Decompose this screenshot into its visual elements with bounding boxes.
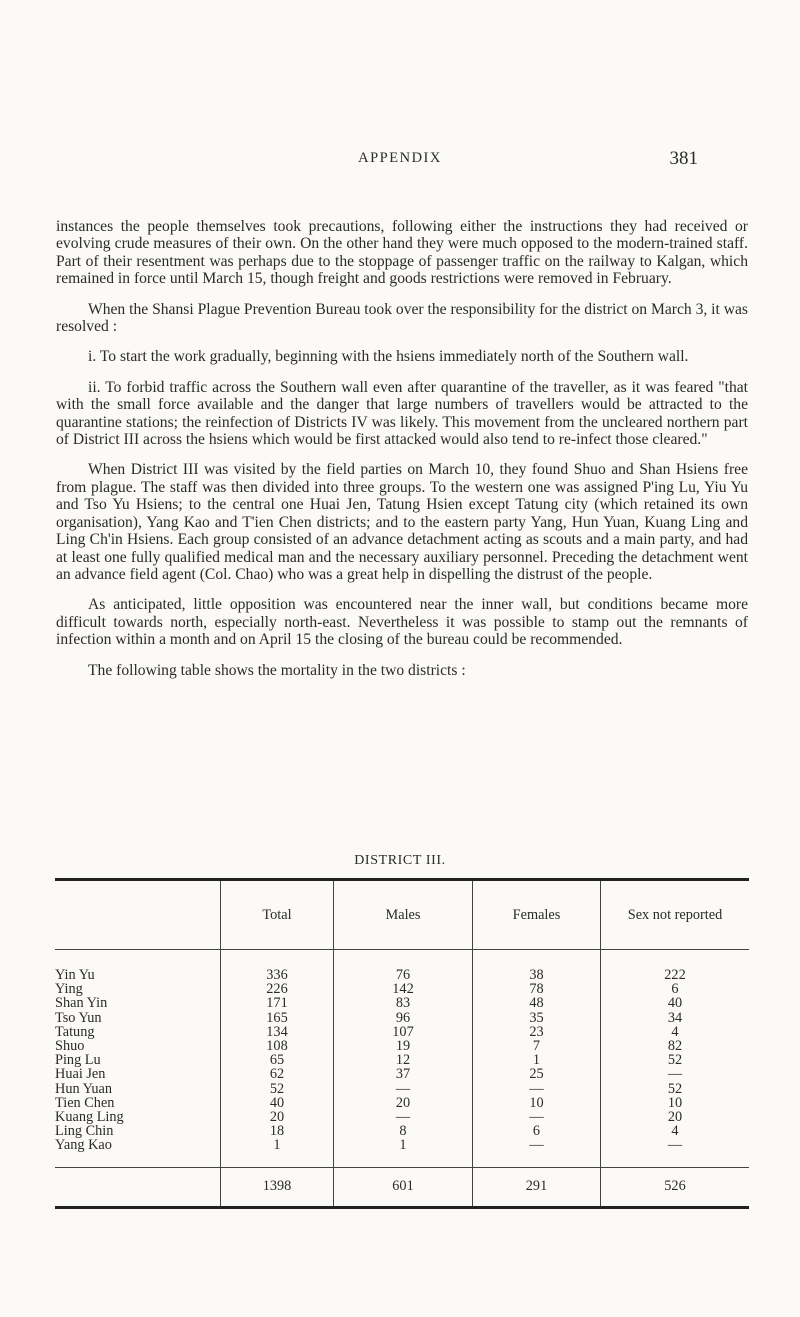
row-sex-not-reported: 10 — [601, 1096, 750, 1110]
row-district: Tien Chen — [55, 1094, 115, 1111]
row-females: 48 — [473, 996, 601, 1010]
row-females: 1 — [473, 1053, 601, 1067]
row-females: 78 — [473, 982, 601, 996]
row-total: 1 — [221, 1138, 334, 1167]
totals-females: 291 — [473, 1167, 601, 1207]
row-total: 20 — [221, 1110, 334, 1124]
table-row — [55, 1138, 749, 1167]
row-males: 19 — [334, 1039, 473, 1053]
row-total: 165 — [221, 1011, 334, 1025]
row-district: Huai Jen — [55, 1066, 106, 1083]
row-total: 62 — [221, 1067, 334, 1081]
row-district: Yang Kao — [55, 1137, 112, 1154]
table-row — [55, 1110, 749, 1124]
row-females: 38 — [473, 950, 601, 983]
table-caption: DISTRICT III. — [354, 853, 446, 868]
totals-total: 1398 — [221, 1167, 334, 1207]
paragraph: instances the people themselves took precautions, following either the instructions they had received or evolving crude measures of their own. On the other hand they were much opposed to the modern-trained staff. Part of their resentment was perhaps due to the stoppage of passenger traffic on the railway to Kalgan, which remained in force until March 15, though freight and goods restrictions were removed in February. — [56, 218, 748, 288]
mortality-table — [55, 878, 749, 1209]
row-district: Ling Chin — [55, 1123, 114, 1140]
row-females: 6 — [473, 1124, 601, 1138]
row-district: Hun Yuan — [55, 1080, 113, 1097]
table-header-row — [55, 880, 749, 950]
row-sex-not-reported: 4 — [601, 1124, 750, 1138]
row-district: Shuo — [55, 1038, 85, 1055]
table-row — [55, 996, 749, 1010]
row-district: Tatung — [55, 1023, 95, 1040]
header-district — [55, 880, 221, 950]
row-total: 52 — [221, 1082, 334, 1096]
table-row — [55, 1011, 749, 1025]
body-text — [56, 218, 748, 692]
table-row — [55, 1124, 749, 1138]
row-total: 171 — [221, 996, 334, 1010]
totals-label — [55, 1167, 221, 1207]
row-total: 65 — [221, 1053, 334, 1067]
row-sex-not-reported: — — [601, 1138, 750, 1167]
page-header — [0, 150, 800, 180]
row-females: 7 — [473, 1039, 601, 1053]
table-row — [55, 1025, 749, 1039]
row-males: 8 — [334, 1124, 473, 1138]
header-females: Females — [473, 880, 601, 950]
row-males: 96 — [334, 1011, 473, 1025]
row-sex-not-reported: 20 — [601, 1110, 750, 1124]
row-total: 18 — [221, 1124, 334, 1138]
row-males: 142 — [334, 982, 473, 996]
row-females: — — [473, 1082, 601, 1096]
totals-row — [55, 1167, 749, 1207]
totals-sex-not-reported: 526 — [601, 1167, 750, 1207]
row-females: — — [473, 1138, 601, 1167]
row-district: Yin Yu — [55, 967, 95, 983]
row-total: 40 — [221, 1096, 334, 1110]
row-district: Shan Yin — [55, 995, 108, 1012]
row-district: Ying — [55, 981, 83, 998]
row-males: 1 — [334, 1138, 473, 1167]
row-males: — — [334, 1082, 473, 1096]
paragraph: As anticipated, little opposition was encountered near the inner wall, but conditions became more difficult towards north, especially north-east. Nevertheless it was possible to stamp out the remnants of infection within a month and on April 15 the closing of the bureau could be recommended. — [56, 596, 748, 649]
row-total: 134 — [221, 1025, 334, 1039]
row-district: Tso Yun — [55, 1009, 102, 1026]
row-males: 37 — [334, 1067, 473, 1081]
row-sex-not-reported: 34 — [601, 1011, 750, 1025]
table-row — [55, 1039, 749, 1053]
row-females: 25 — [473, 1067, 601, 1081]
row-sex-not-reported: — — [601, 1067, 750, 1081]
row-sex-not-reported: 4 — [601, 1025, 750, 1039]
page-number: 381 — [669, 148, 698, 169]
row-males: 83 — [334, 996, 473, 1010]
row-total: 336 — [221, 950, 334, 983]
row-sex-not-reported: 40 — [601, 996, 750, 1010]
row-females: 35 — [473, 1011, 601, 1025]
row-males: — — [334, 1110, 473, 1124]
row-males: 12 — [334, 1053, 473, 1067]
header-sex-not-reported: Sex not reported — [601, 880, 750, 950]
row-females: — — [473, 1110, 601, 1124]
resolution-item: ii. To forbid traffic across the Southern wall even after quarantine of the traveller, as it was feared "that with the small force available and the danger that large numbers of travellers would be attracted to the quarantine stations; the reinfection of Districts IV was likely. This movement from the uncleared northern part of District III across the hsiens which would be first attacked would also tend to re-infect those cleared." — [56, 378, 748, 449]
row-sex-not-reported: 52 — [601, 1053, 750, 1067]
header-total: Total — [221, 880, 334, 950]
row-females: 10 — [473, 1096, 601, 1110]
row-females: 23 — [473, 1025, 601, 1039]
table-row — [55, 1082, 749, 1096]
paragraph: The following table shows the mortality in the two districts : — [88, 661, 466, 679]
totals-males: 601 — [334, 1167, 473, 1207]
table-row — [55, 1096, 749, 1110]
paragraph: When District III was visited by the field parties on March 10, they found Shuo and Shan Hsiens free from plague. The staff was then divided into three groups. To the western one was assigned P'ing Lu, Yiu Yu and Tso Yu Hsiens; to the central one Huai Jen, Tatung Hsien except Tatung city (which retained its own organisation), Yang Kao and T'ien Chen districts; and to the eastern party Yang, Hun Yuan, Kuang Ling and Ling Ch'in Hsiens. Each group consisted of an advance detachment acting as scouts and a main party, and had at least one fully qualified medical man and the necessary auxiliary personnel. Preceding the detachment went an advance field agent (Col. Chao) who was a great help in dispelling the distrust of the people. — [56, 461, 748, 583]
row-total: 108 — [221, 1039, 334, 1053]
header-males: Males — [334, 880, 473, 950]
row-sex-not-reported: 6 — [601, 982, 750, 996]
paragraph: When the Shansi Plague Prevention Bureau took over the responsibility for the district on March 3, it was resolved : — [56, 300, 749, 336]
row-males: 20 — [334, 1096, 473, 1110]
resolution-item: i. To start the work gradually, beginning with the hsiens immediately north of the Southern wall. — [88, 348, 689, 366]
row-sex-not-reported: 52 — [601, 1082, 750, 1096]
row-males: 76 — [334, 950, 473, 983]
row-sex-not-reported: 82 — [601, 1039, 750, 1053]
table-row — [55, 1067, 749, 1081]
row-sex-not-reported: 222 — [601, 950, 750, 983]
table-row — [55, 950, 749, 983]
table-row — [55, 1053, 749, 1067]
table-row — [55, 982, 749, 996]
row-total: 226 — [221, 982, 334, 996]
row-males: 107 — [334, 1025, 473, 1039]
row-district: Ping Lu — [55, 1052, 101, 1069]
running-head: APPENDIX — [358, 150, 442, 166]
row-district: Kuang Ling — [55, 1109, 124, 1126]
